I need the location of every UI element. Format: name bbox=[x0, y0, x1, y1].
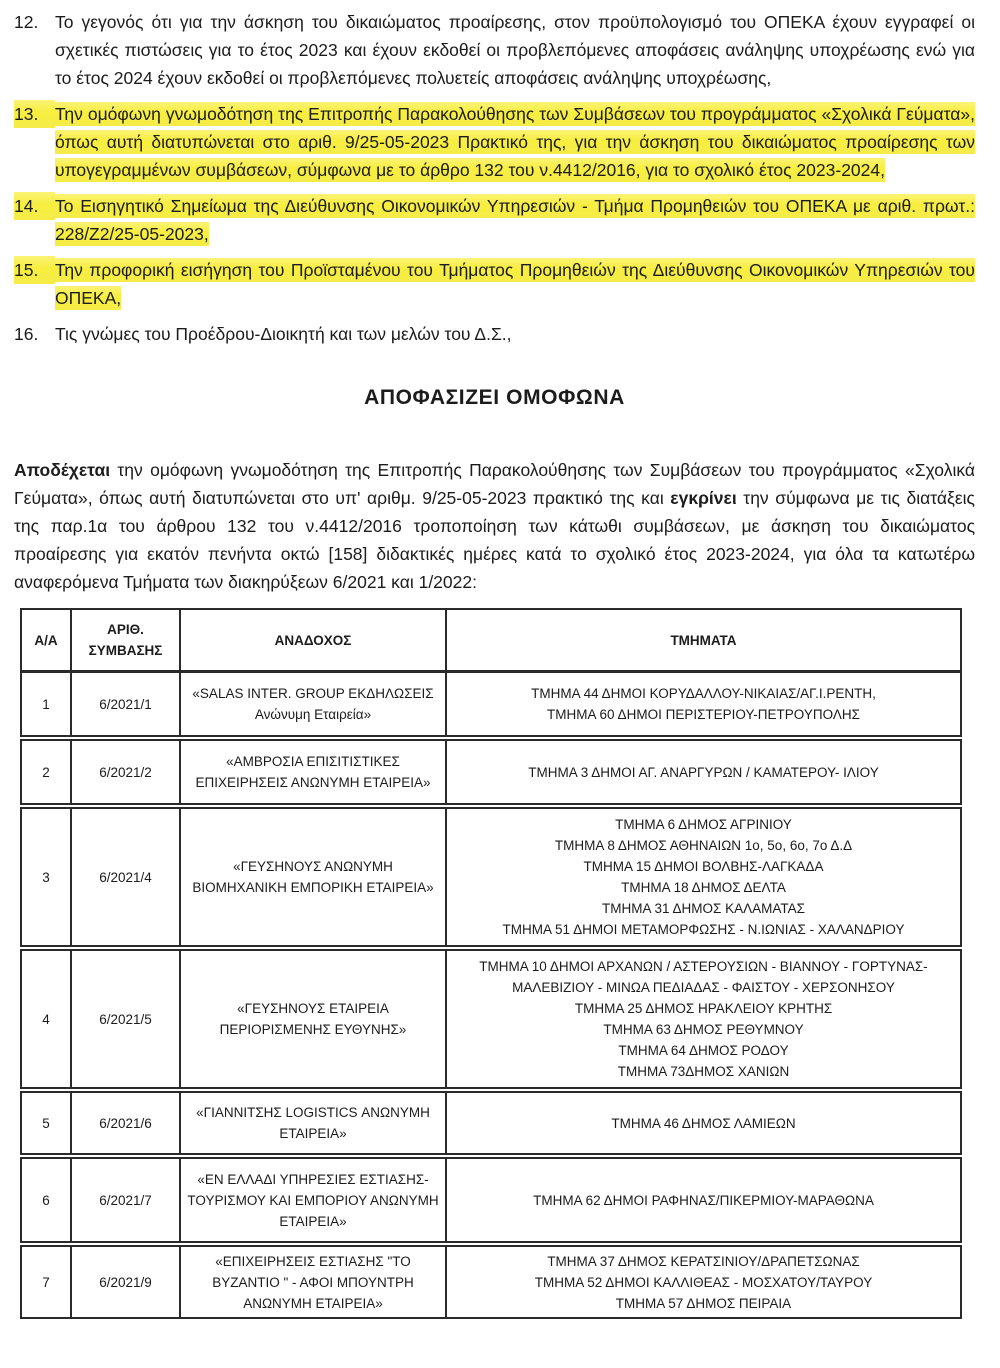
section-line: ΤΜΗΜΑ 73ΔΗΜΟΣ ΧΑΝΙΩΝ bbox=[617, 1064, 790, 1079]
contract-number-cell: 6/2021/4 bbox=[71, 806, 180, 948]
row-index-cell: 2 bbox=[21, 738, 71, 806]
item-number: 15. bbox=[14, 256, 55, 284]
item-text: Το γεγονός ότι για την άσκηση του δικαιώματος προαίρεσης, στον προϋπολογισμό του ΟΠΕΚΑ έχουν εγγραφεί οι σχετικές πιστώσεις για το έτος 2023 και έχουν εκδοθεί οι προβλεπόμενες αποφάσεις ανάληψης υποχρέωσης ενώ για το έτος 2024 έχουν εκδοθεί οι προβλεπόμενες πολυετείς αποφάσεις ανάληψης υποχρέωσης, bbox=[55, 12, 975, 88]
section-line: ΤΜΗΜΑ 15 ΔΗΜΟΙ ΒΟΛΒΗΣ-ΛΑΓΚΑΔΑ bbox=[583, 859, 824, 874]
table-row bbox=[21, 1090, 961, 1156]
contractor-line: Ανώνυμη Εταιρεία» bbox=[254, 707, 372, 722]
row-index-cell: 3 bbox=[21, 806, 71, 948]
contractor-line: «ΕΝ ΕΛΛΑΔΙ ΥΠΗΡΕΣΙΕΣ ΕΣΤΙΑΣΗΣ- bbox=[197, 1171, 429, 1187]
sections-cell bbox=[446, 806, 961, 948]
decision-paragraph bbox=[14, 456, 975, 596]
section-line: ΤΜΗΜΑ 57 ΔΗΜΟΣ ΠΕΙΡΑΙΑ bbox=[615, 1295, 792, 1311]
section-line: ΤΜΗΜΑ 8 ΔΗΜΟΣ ΑΘΗΝΑΙΩΝ 1ο, 5ο, 6ο, 7ο Δ.Δ bbox=[554, 838, 853, 853]
item-number: 13. bbox=[14, 100, 55, 128]
contractor-cell bbox=[180, 738, 446, 806]
contract-number-cell: 6/2021/6 bbox=[71, 1090, 180, 1156]
row-index-cell: 6 bbox=[21, 1156, 71, 1244]
row-index-cell: 5 bbox=[21, 1090, 71, 1156]
contractor-cell bbox=[180, 672, 446, 739]
section-line: ΤΜΗΜΑ 6 ΔΗΜΟΣ ΑΓΡΙΝΙΟΥ bbox=[615, 817, 792, 832]
list-item bbox=[14, 100, 975, 184]
table-row bbox=[21, 806, 961, 948]
table-header-row bbox=[21, 609, 961, 672]
contractor-line: ΑΝΩΝΥΜΗ ΕΤΑΙΡΕΙΑ» bbox=[243, 1295, 383, 1311]
table-row bbox=[21, 1156, 961, 1244]
sections-cell bbox=[446, 672, 961, 739]
list-item bbox=[14, 192, 975, 248]
list-item bbox=[14, 8, 975, 92]
table-row bbox=[21, 738, 961, 806]
section-line: ΤΜΗΜΑ 25 ΔΗΜΟΣ ΗΡΑΚΛΕΙΟΥ ΚΡΗΤΗΣ bbox=[574, 1001, 833, 1016]
contractor-line: «ΓΕΥΣΗΝΟΥΣ ΕΤΑΙΡΕΙΑ bbox=[237, 1001, 389, 1016]
sections-cell bbox=[446, 738, 961, 806]
row-index-cell: 1 bbox=[42, 696, 50, 712]
list-item bbox=[14, 256, 975, 312]
section-line: ΤΜΗΜΑ 31 ΔΗΜΟΣ ΚΑΛΑΜΑΤΑΣ bbox=[601, 901, 805, 916]
contract-number-cell: 6/2021/1 bbox=[71, 672, 180, 739]
contractor-line: «ΓΕΥΣΗΝΟΥΣ ΑΝΩΝΥΜΗ bbox=[233, 859, 393, 874]
sections-cell bbox=[446, 1090, 961, 1156]
table-row bbox=[21, 948, 961, 1090]
contractor-line: ΒΥΖΑΝΤΙΟ " - ΑΦΟΙ ΜΠΟΥΝΤΡΗ bbox=[212, 1274, 414, 1290]
section-line: ΤΜΗΜΑ 60 ΔΗΜΟΙ ΠΕΡΙΣΤΕΡΙΟΥ-ΠΕΤΡΟΥΠΟΛΗΣ bbox=[547, 707, 860, 722]
header-cell-contractor: ΑΝΑΔΟΧΟΣ bbox=[180, 609, 446, 672]
contractor-line: «SALAS INTER. GROUP ΕΚΔΗΛΩΣΕΙΣ bbox=[192, 686, 434, 701]
contractor-cell bbox=[180, 1156, 446, 1244]
item-number: 16. bbox=[14, 324, 39, 344]
contract-number-cell: 6/2021/9 bbox=[71, 1244, 180, 1318]
row-index-cell: 4 bbox=[21, 948, 71, 1090]
section-line: ΤΜΗΜΑ 44 ΔΗΜΟΙ ΚΟΡΥΔΑΛΛΟΥ-ΝΙΚΑΙΑΣ/ΑΓ.Ι.ΡΕΝΤΗ, bbox=[531, 686, 876, 701]
contractor-line: ΕΤΑΙΡΕΙΑ» bbox=[279, 1213, 347, 1229]
section-line: ΤΜΗΜΑ 46 ΔΗΜΟΣ ΛΑΜΙΕΩΝ bbox=[611, 1115, 796, 1131]
list-item bbox=[14, 320, 975, 348]
contractor-cell bbox=[180, 806, 446, 948]
contractor-line: «ΑΜΒΡΟΣΙΑ ΕΠΙΣΙΤΙΣΤΙΚΕΣ bbox=[226, 754, 400, 769]
paragraph-bold-lead: Αποδέχεται bbox=[14, 460, 111, 480]
paragraph-bold-2: εγκρίνει bbox=[670, 488, 737, 508]
item-text: Τις γνώμες του Προέδρου-Διοικητή και των μελών του Δ.Σ., bbox=[55, 324, 512, 344]
contractor-line: ΒΙΟΜΗΧΑΝΙΚΗ ΕΜΠΟΡΙΚΗ ΕΤΑΙΡΕΙΑ» bbox=[192, 880, 434, 895]
table-row bbox=[21, 1244, 961, 1318]
contract-number-cell: 6/2021/7 bbox=[71, 1156, 180, 1244]
section-line: ΤΜΗΜΑ 37 ΔΗΜΟΣ ΚΕΡΑΤΣΙΝΙΟΥ/ΔΡΑΠΕΤΣΩΝΑΣ bbox=[547, 1253, 860, 1269]
section-line: ΜΑΛΕΒΙΖΙΟΥ - ΜΙΝΩΑ ΠΕΔΙΑΔΑΣ - ΦΑΙΣΤΟΥ - ΧΕΡΣΟΝΗΣΟΥ bbox=[512, 980, 895, 995]
section-line: ΤΜΗΜΑ 18 ΔΗΜΟΣ ΔΕΛΤΑ bbox=[621, 880, 786, 895]
section-line: ΤΜΗΜΑ 3 ΔΗΜΟΙ ΑΓ. ΑΝΑΡΓΥΡΩΝ / ΚΑΜΑΤΕΡΟΥ- ΙΛΙΟΥ bbox=[528, 764, 879, 780]
contractor-line: ΕΤΑΙΡΕΙΑ» bbox=[279, 1126, 347, 1141]
sections-cell bbox=[446, 1244, 961, 1318]
item-number: 12. bbox=[14, 12, 39, 32]
contractor-line: ΠΕΡΙΟΡΙΣΜΕΝΗΣ ΕΥΘΥΝΗΣ» bbox=[219, 1022, 407, 1037]
sections-cell bbox=[446, 1156, 961, 1244]
decision-heading: ΑΠΟΦΑΣΙΖΕΙ ΟΜΟΦΩΝΑ bbox=[364, 386, 625, 409]
section-line: ΤΜΗΜΑ 62 ΔΗΜΟΙ ΡΑΦΗΝΑΣ/ΠΙΚΕΡΜΙΟΥ-ΜΑΡΑΘΩΝΑ bbox=[533, 1192, 874, 1208]
contract-number-cell: 6/2021/2 bbox=[71, 738, 180, 806]
section-line: ΤΜΗΜΑ 63 ΔΗΜΟΣ ΡΕΘΥΜΝΟΥ bbox=[603, 1022, 804, 1037]
item-text-highlighted: Την ομόφωνη γνωμοδότηση της Επιτροπής Παρακολούθησης των Συμβάσεων του προγράμματος «Σχολικά Γεύματα», όπως αυτή διατυπώνεται στο αριθ. 9/25-05-2023 Πρακτικό της, για την άσκηση του δικαιώματος προαίρεσης των υπογεγραμμένων συμβάσεων, σύμφωνα με το άρθρο 132 του ν.4412/2016, για το σχολικό έτος 2023-2024, bbox=[55, 104, 975, 180]
table-row bbox=[21, 672, 961, 739]
sections-cell bbox=[446, 948, 961, 1090]
contractor-cell bbox=[180, 948, 446, 1090]
section-line: ΤΜΗΜΑ 10 ΔΗΜΟΙ ΑΡΧΑΝΩΝ / ΑΣΤΕΡΟΥΣΙΩΝ - ΒΙΑΝΝΟΥ - ΓΟΡΤΥΝΑΣ- bbox=[479, 959, 928, 974]
contractor-cell bbox=[180, 1244, 446, 1318]
contractor-line: «ΓΙΑΝΝΙΤΣΗΣ LOGISTICS ΑΝΩΝΥΜΗ bbox=[196, 1105, 430, 1120]
section-line: ΤΜΗΜΑ 51 ΔΗΜΟΙ ΜΕΤΑΜΟΡΦΩΣΗΣ - Ν.ΙΩΝΙΑΣ - ΧΑΛΑΝΔΡΙΟΥ bbox=[502, 922, 905, 937]
item-number: 14. bbox=[14, 192, 55, 220]
header-cell-contract-number: ΑΡΙΘ. ΣΥΜΒΑΣΗΣ bbox=[71, 609, 180, 672]
item-text-highlighted: Την προφορική εισήγηση του Προϊσταμένου του Τμήματος Προμηθειών της Διεύθυνσης Οικονομικών Υπηρεσιών του ΟΠΕΚΑ, bbox=[55, 260, 975, 308]
paragraph-text-2: την σύμφωνα με τις διατάξεις της παρ.1α του άρθρου 132 του ν.4412/2016 τροποποίηση των κάτωθι συμβάσεων, με άσκηση του δικαιώματος προαίρεσης για εκατόν πενήντα οκτώ [158] διδακτικές ημέρες κατά το σχολικό έτος 2023-2024, για όλα τα κατωτέρω αναφερόμενα Τμήματα των διακηρύξεων 6/2021 και 1/2022: bbox=[14, 488, 975, 592]
item-text-highlighted: Το Εισηγητικό Σημείωμα της Διεύθυνσης Οικονομικών Υπηρεσιών - Τμήμα Προμηθειών του ΟΠΕΚΑ με αριθ. πρωτ.: 228/Ζ2/25-05-2023, bbox=[55, 196, 975, 244]
header-cell-sections: ΤΜΗΜΑΤΑ bbox=[446, 609, 961, 672]
row-index-cell: 7 bbox=[21, 1244, 71, 1318]
contracts-table bbox=[20, 608, 962, 1319]
section-line: ΤΜΗΜΑ 52 ΔΗΜΟΙ ΚΑΛΛΙΘΕΑΣ - ΜΟΣΧΑΤΟΥ/ΤΑΥΡΟΥ bbox=[534, 1274, 873, 1290]
contractor-cell bbox=[180, 1090, 446, 1156]
paragraph-text-1: την ομόφωνη γνωμοδότηση της Επιτροπής Παρακολούθησης των Συμβάσεων του προγράμματος «Σχολικά Γεύματα», όπως αυτή διατυπώνεται στο υπ' αριθμ. 9/25-05-2023 πρακτικό της και bbox=[14, 460, 975, 508]
header-cell-index: Α/Α bbox=[21, 609, 71, 672]
section-line: ΤΜΗΜΑ 64 ΔΗΜΟΣ ΡΟΔΟΥ bbox=[618, 1043, 789, 1058]
contractor-line: ΤΟΥΡΙΣΜΟΥ ΚΑΙ ΕΜΠΟΡΙΟΥ ΑΝΩΝΥΜΗ bbox=[187, 1192, 439, 1208]
contractor-line: «ΕΠΙΧΕΙΡΗΣΕΙΣ ΕΣΤΙΑΣΗΣ "ΤΟ bbox=[215, 1253, 411, 1269]
contract-number-cell: 6/2021/5 bbox=[71, 948, 180, 1090]
contractor-line: ΕΠΙΧΕΙΡΗΣΕΙΣ ΑΝΩΝΥΜΗ ΕΤΑΙΡΕΙΑ» bbox=[195, 775, 431, 790]
